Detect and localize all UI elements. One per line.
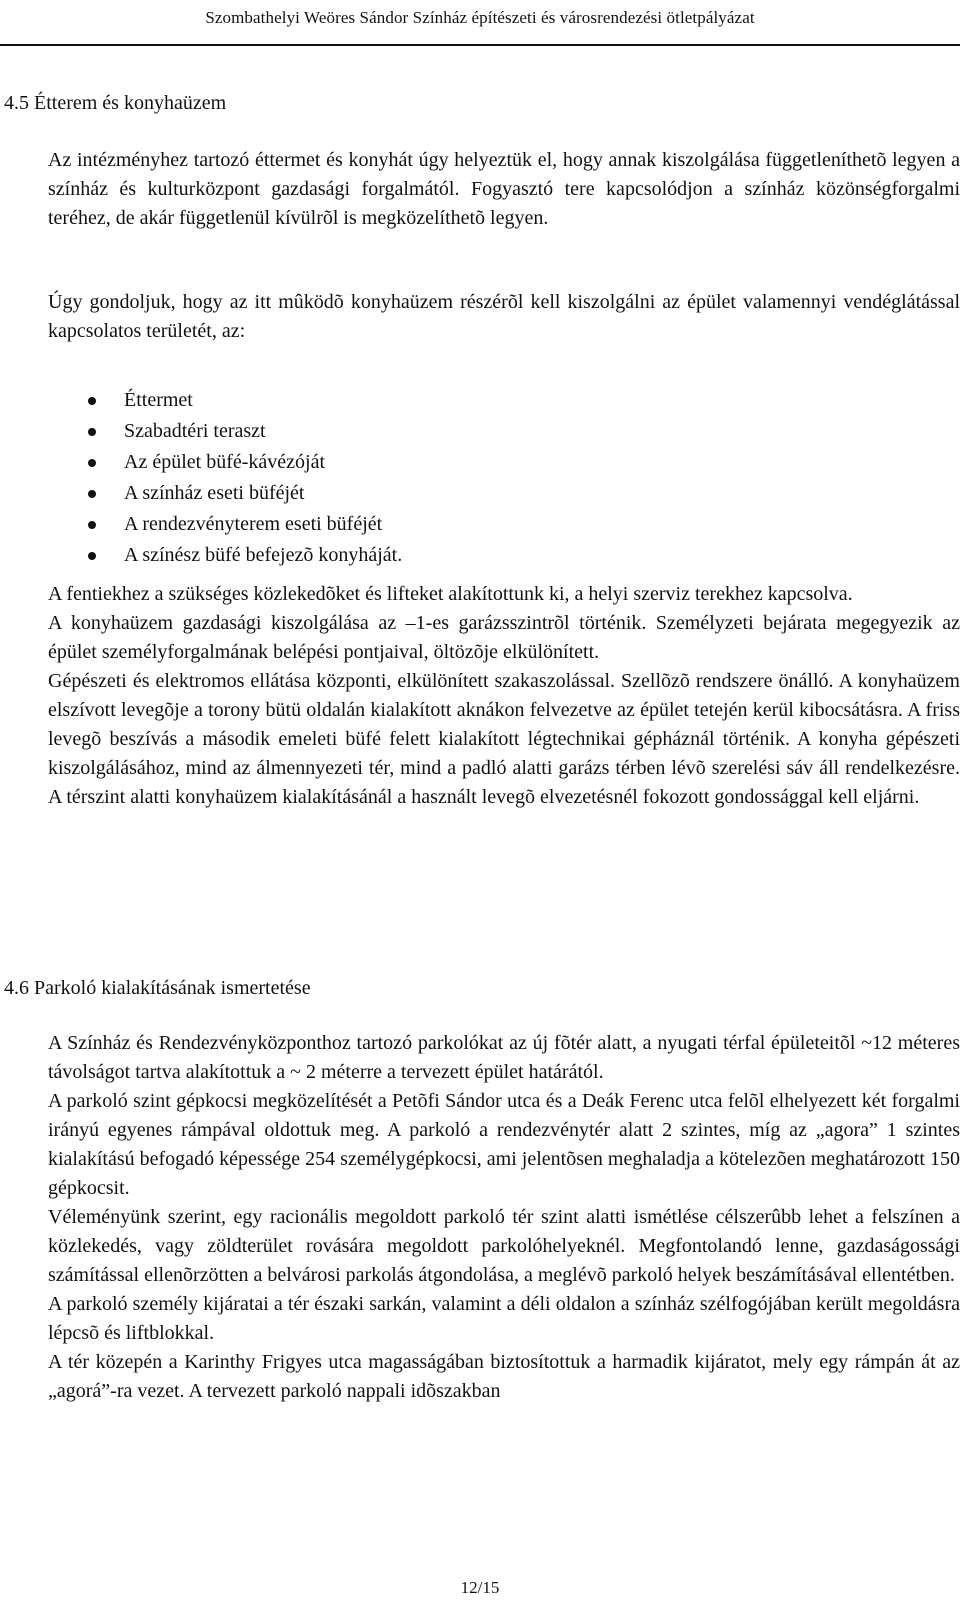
section-4-5-details <box>48 580 960 812</box>
paragraph: Úgy gondoljuk, hogy az itt mûködõ konyhaüzem részérõl kell kiszolgálni az épület valamennyi vendéglátással kapcsolatos területét, az: <box>48 291 960 342</box>
paragraph-kitchen-service <box>48 288 960 346</box>
service-areas-list <box>88 385 402 571</box>
paragraph: Az intézményhez tartozó éttermet és konyhát úgy helyeztük el, hogy annak kiszolgálása függetleníthetõ legyen a színház és kulturközpont gazdasági forgalmától. Fogyasztó tere kapcsolódjon a színház közönségforgalmi teréhez, de akár függetlenül kívülrõl is megközelíthetõ legyen. <box>48 149 960 229</box>
section-heading-4-6: 4.6 Parkoló kialakításának ismertetése <box>4 977 311 999</box>
paragraph-parking-third-exit: A tér közepén a Karinthy Frigyes utca magasságában biztosítottuk a harmadik kijáratot, mely egy rámpán át az „agorá”-ra vezet. A tervezett parkoló nappali idõszakban <box>48 1351 960 1402</box>
header-divider <box>0 44 960 46</box>
paragraph-mechanical: Gépészeti és elektromos ellátása központi, elkülönített szakaszolással. Szellõzõ rendszere önálló. A konyhaüzem elszívott levegõje a torony bütü oldalán kialakított aknákon felvezetve az épület tetején kerül kibocsátásra. A friss levegõ beszívás a második emeleti büfé felett kialakított légtechnikai gépháznál történik. A konyha gépészeti kiszolgálásához, mind az álmennyezeti tér, mind a padló alatti garázs térben lévõ szerelési sáv áll rendelkezésre. A térszint alatti konyhaüzem kialakításánál a használt levegõ elvezetésnél fokozott gondossággal kell eljárni. <box>48 670 960 808</box>
list-item-text: Éttermet <box>124 389 193 411</box>
paragraph-parking-location: A Színház és Rendezvényközponthoz tartozó parkolókat az új fõtér alatt, a nyugati térfal épületeitõl ~12 méteres távolságot tartva alakítottuk a ~ 2 méterre a tervezett épület határától. <box>48 1032 960 1083</box>
running-header: Szombathelyi Weöres Sándor Színház építészeti és városrendezési ötletpályázat <box>205 8 755 27</box>
list-item <box>88 478 402 509</box>
list-item-text: Az épület büfé-kávézóját <box>124 451 326 473</box>
bullet-icon <box>88 459 96 467</box>
bullet-icon <box>88 397 96 405</box>
bullet-icon <box>88 521 96 529</box>
paragraph-parking-opinion: Véleményünk szerint, egy racionális megoldott parkoló tér szint alatti ismétlése célszerûbb lehet a felszínen a közlekedés, vagy zöldterület rovására megoldott parkolóhelyeknél. Megfontolandó lenne, gazdaságossági számítással ellenõrzötten a belvárosi parkolás átgondolása, a meglévõ parkoló helyek beszámításával ellentétben. <box>48 1206 960 1286</box>
paragraph-parking-exits: A parkoló személy kijáratai a tér északi sarkán, valamint a déli oldalon a színház szélfogójában került megoldásra lépcsõ és liftblokkal. <box>48 1293 960 1344</box>
page-number: 12/15 <box>460 1578 500 1597</box>
list-item <box>88 416 402 447</box>
paragraph-access: A fentiekhez a szükséges közlekedõket és lifteket alakítottunk ki, a helyi szerviz terekhez kapcsolva. <box>48 583 853 605</box>
list-item-text: A színház eseti büféjét <box>124 482 305 504</box>
list-item-text: A színész büfé befejezõ konyháját. <box>124 544 403 566</box>
list-item <box>88 509 402 540</box>
bullet-icon <box>88 552 96 560</box>
paragraph-parking-access: A parkoló szint gépkocsi megközelítését a Petõfi Sándor utca és a Deák Ferenc utca felõl elhelyezett két forgalmi irányú egyenes rámpával oldottuk meg. A parkoló a rendezvénytér alatt 2 szintes, míg az „agora” 1 szintes kialakítású befogadó képessége 254 személygépkocsi, ami jelentõsen meghaladja a kötelezõen meghatározott 150 gépkocsit. <box>48 1090 960 1199</box>
paragraph-supply: A konyhaüzem gazdasági kiszolgálása az –1-es garázsszintrõl történik. Személyzeti bejárata megegyezik az épület személyforgalmának belépési pontjaival, öltözõje elkülönített. <box>48 612 960 663</box>
list-item-text: A rendezvényterem eseti büféjét <box>124 513 383 535</box>
bullet-icon <box>88 428 96 436</box>
list-item <box>88 447 402 478</box>
list-item <box>88 540 402 571</box>
paragraph-intro <box>48 146 960 233</box>
bullet-icon <box>88 490 96 498</box>
list-item-text: Szabadtéri teraszt <box>124 420 266 442</box>
section-heading-4-5: 4.5 Étterem és konyhaüzem <box>4 92 227 114</box>
section-4-6-body <box>48 1029 960 1406</box>
list-item <box>88 385 402 416</box>
